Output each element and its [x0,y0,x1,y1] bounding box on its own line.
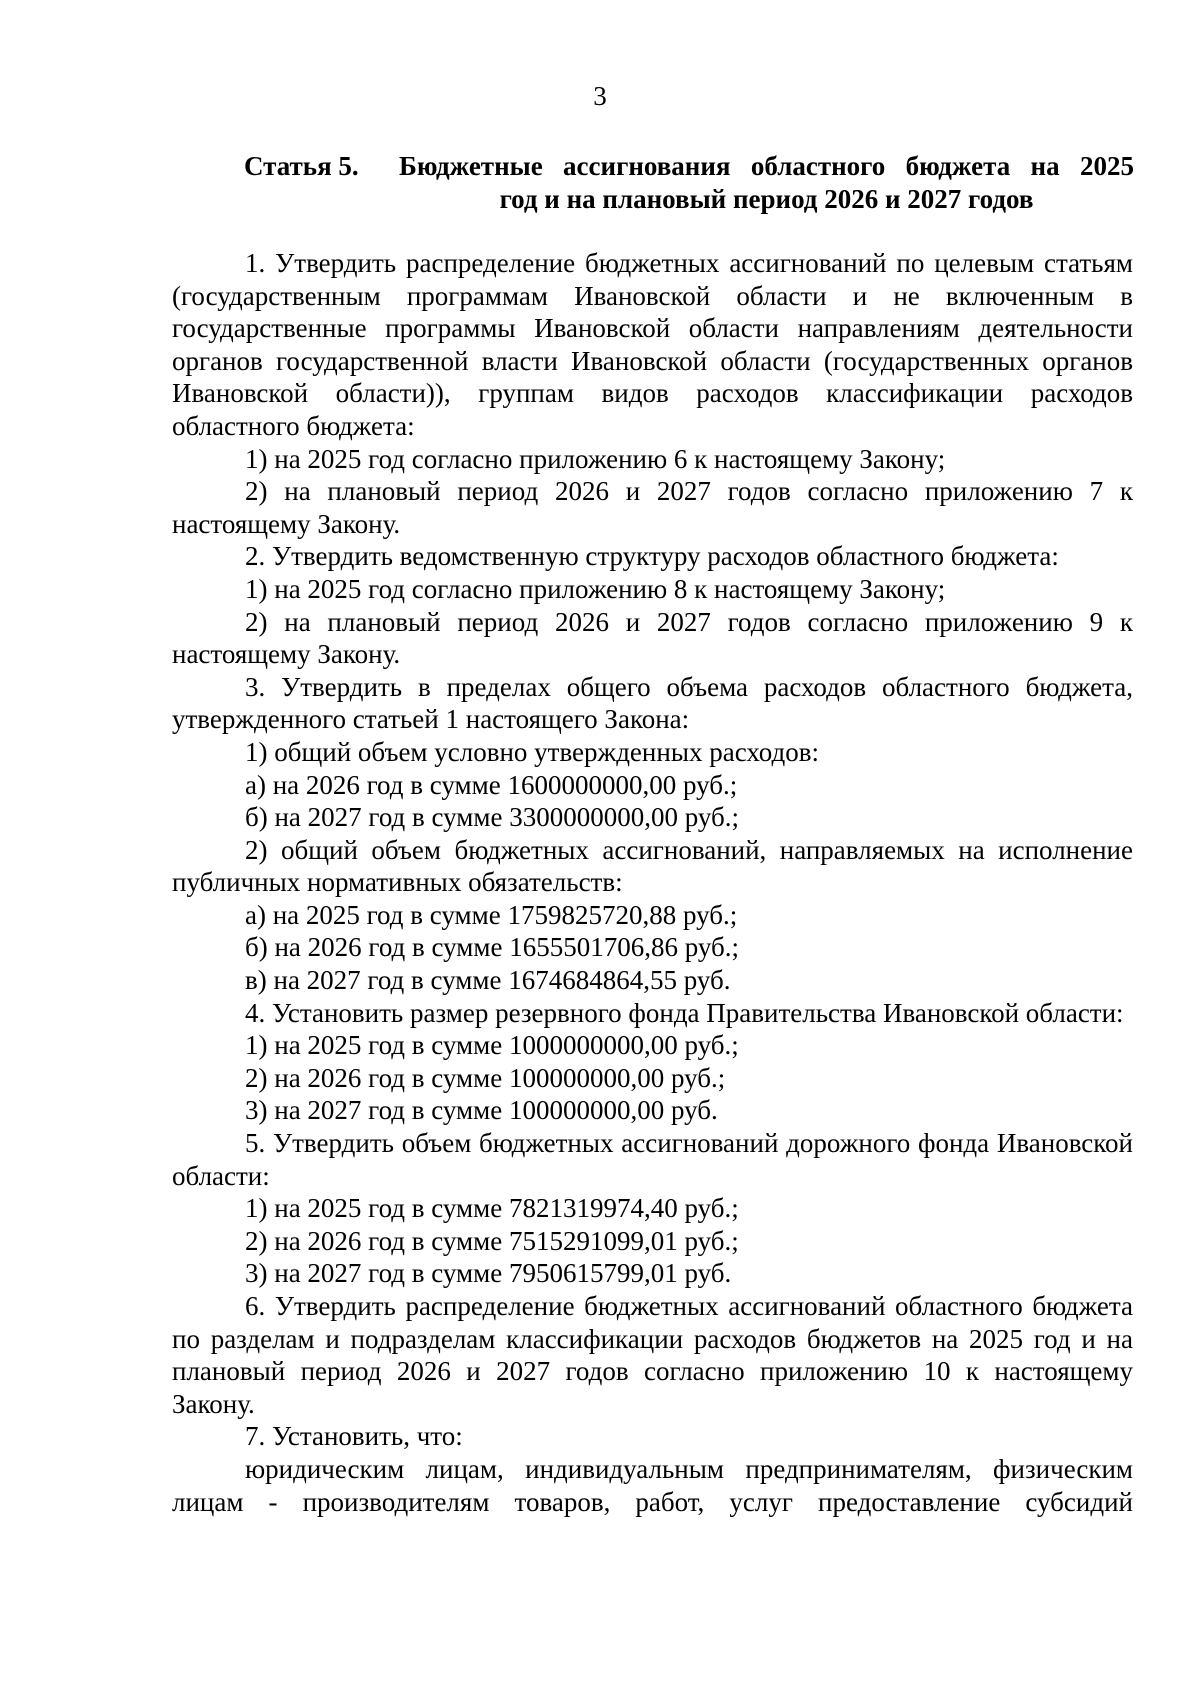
paragraph-1-item-2: 2) на плановый период 2026 и 2027 годов согласно приложению 7 к настоящему Закону. [172,476,1133,539]
paragraph-3-item-2b: б) на 2026 год в сумме 1655501706,86 руб.; [245,932,739,963]
paragraph-4: 4. Установить размер резервного фонда Правительства Ивановской области: [245,997,1124,1028]
article-title-line-2: год и на плановый период 2026 и 2027 годов [499,184,1034,214]
paragraph-6: 6. Утвердить распределение бюджетных ассигнований областного бюджета по разделам и подразделам классификации расходов бюджетов на 2025 год и на плановый период 2026 и 2027 годов согласно приложению 10 к настоящему Закону. [172,1291,1133,1419]
article-label: Статья 5. [244,151,359,181]
paragraph-3-item-2c: в) на 2027 год в сумме 1674684864,55 руб. [245,965,731,996]
paragraph-2-item-1: 1) на 2025 год согласно приложению 8 к настоящему Закону; [245,573,946,604]
paragraph-2: 2. Утвердить ведомственную структуру расходов областного бюджета: [245,541,1059,572]
paragraph-3-item-1: 1) общий объем условно утвержденных расходов: [245,736,820,767]
paragraph-7: 7. Установить, что: [245,1421,463,1452]
paragraph-3-item-2: 2) общий объем бюджетных ассигнований, направляемых на исполнение публичных нормативных обязательств: [172,834,1133,898]
paragraph-7-text: юридическим лицам, индивидуальным предпринимателям, физическим лицам - производителям товаров, работ, услуг предоставление субсидий [172,1453,1133,1517]
paragraph-3-item-1b: б) на 2027 год в сумме 3300000000,00 руб.; [245,802,739,833]
paragraph-5-item-3: 3) на 2027 год в сумме 7950615799,01 руб. [245,1258,732,1289]
paragraph-1: 1. Утвердить распределение бюджетных ассигнований по целевым статьям (государственным программам Ивановской области и не включенным в государственные программы Ивановской области направлениям деятельности органов государственной власти Ивановской области (государственных органов Ивановской области)), группам видов расходов классификации расходов областного бюджета: [172,248,1133,441]
article-body [172,247,1133,1518]
paragraph-4-item-3: 3) на 2027 год в сумме 100000000,00 руб. [245,1095,718,1126]
article-title-line-1: Бюджетные ассигнования областного бюджета на 2025 [399,151,1134,181]
paragraph-5-item-1: 1) на 2025 год в сумме 7821319974,40 руб.; [245,1193,739,1224]
paragraph-5-item-2: 2) на 2026 год в сумме 7515291099,01 руб.; [245,1225,739,1256]
article-title [399,150,1134,216]
page-number: 3 [593,81,607,111]
paragraph-4-item-2: 2) на 2026 год в сумме 100000000,00 руб.; [245,1062,726,1093]
paragraph-3-item-1a: а) на 2026 год в сумме 1600000000,00 руб.; [245,769,738,800]
paragraph-4-item-1: 1) на 2025 год в сумме 1000000000,00 руб.; [245,1030,739,1061]
paragraph-2-item-2: 2) на плановый период 2026 и 2027 годов согласно приложению 9 к настоящему Закону. [172,606,1133,670]
paragraph-1-item-1: 1) на 2025 год согласно приложению 6 к настоящему Закону; [245,443,946,474]
paragraph-3: 3. Утвердить в пределах общего объема расходов областного бюджета, утвержденного статьей 1 настоящего Закона: [172,671,1133,735]
paragraph-3-item-2a: а) на 2025 год в сумме 1759825720,88 руб.; [245,899,738,930]
paragraph-5: 5. Утвердить объем бюджетных ассигнований дорожного фонда Ивановской области: [172,1128,1133,1191]
